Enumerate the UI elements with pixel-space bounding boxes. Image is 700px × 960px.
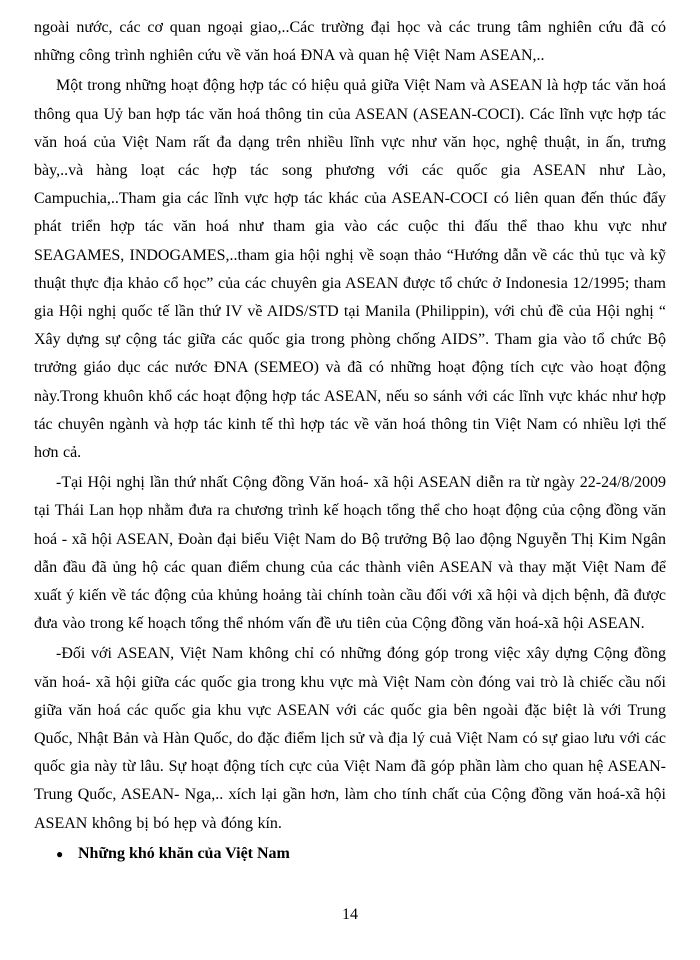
document-body — [34, 14, 666, 868]
section-heading-text: Những khó khăn của Việt Nam — [78, 844, 290, 862]
paragraph-first-conference: -Tại Hội nghị lần thứ nhất Cộng đồng Văn hoá- xã hội ASEAN diễn ra từ ngày 22-24/8/2009 tại Thái Lan họp nhằm đưa ra chương trình kế hoạch tổng thể cho hoạt động của cộng đồng văn hoá - xã hội ASEAN, Đoàn đại biểu Việt Nam do Bộ trưởng Bộ lao động Nguyễn Thị Kim Ngân dẫn đầu đã ủng hộ các quan điểm chung của các thành viên ASEAN và thay mặt Việt Nam để xuất ý kiến về tác động của khủng hoảng tài chính toàn cầu đối với xã hội và dịch bệnh, đã được đưa vào trong kế hoạch tổng thể nhóm vấn đề ưu tiên của Cộng đồng văn hoá-xã hội ASEAN. — [34, 474, 666, 633]
bullet-icon: ● — [56, 846, 64, 861]
section-heading-difficulties — [56, 840, 666, 868]
paragraph-continuation: ngoài nước, các cơ quan ngoại giao,..Các trường đại học và các trung tâm nghiên cứu đã có những công trình nghiên cứu về văn hoá ĐNA và quan hệ Việt Nam ASEAN,.. — [34, 19, 666, 65]
paragraph-cultural-cooperation: Một trong những hoạt động hợp tác có hiệu quả giữa Việt Nam và ASEAN là hợp tác văn hoá thông qua Uỷ ban hợp tác văn hoá thông tin của ASEAN (ASEAN-COCI). Các lĩnh vực hợp tác văn hoá của Việt Nam rất đa dạng trên nhiều lĩnh vực như văn học, nghệ thuật, in ấn, trưng bày,..và hàng loạt các hợp tác song phương với các quốc gia ASEAN như Lào, Campuchia,..Tham gia các lĩnh vực hợp tác khác của ASEAN-COCI có liên quan đến thúc đẩy phát triển hợp tác văn hoá như tham gia vào các cuộc thi đấu thể thao khu vực như SEAGAMES, INDOGAMES,..tham gia hội nghị về soạn thảo “Hướng dẫn về các thủ tục và kỹ thuật thực địa khảo cổ học” của các chuyên gia ASEAN được tổ chức ở Indonesia 12/1995; tham gia Hội nghị quốc tế lần thứ IV về AIDS/STD tại Manila (Philippin), với chủ đề của Hội nghị “ Xây dựng sự cộng tác giữa các quốc gia trong phòng chống AIDS”. Tham gia vào tổ chức Bộ trưởng giáo dục các nước ĐNA (SEMEO) và đã có những hoạt động tích cực vào hoạt động này.Trong khuôn khổ các hoạt động hợp tác ASEAN, nếu so sánh với các lĩnh vực khác như hợp tác chuyên ngành và hợp tác kinh tế thì hợp tác về văn hoá thông tin Việt Nam có nhiều lợi thế hơn cả. — [34, 77, 666, 462]
page-number: 14 — [342, 906, 358, 923]
paragraph-bridge-role: -Đối với ASEAN, Việt Nam không chỉ có những đóng góp trong việc xây dựng Cộng đồng văn hoá- xã hội giữa các quốc gia trong khu vực mà Việt Nam còn đóng vai trò là chiếc cầu nối giữa văn hoá các quốc gia khu vực ASEAN với các quốc gia bên ngoài đặc biệt là với Trung Quốc, Nhật Bản và Hàn Quốc, do đặc điểm lịch sử và địa lý cuả Việt Nam có sự giao lưu với các quốc gia này từ lâu. Sự hoạt động tích cực của Việt Nam đã góp phần làm cho quan hệ ASEAN-Trung Quốc, ASEAN- Nga,.. xích lại gần hơn, làm cho tính chất của Cộng đồng văn hoá-xã hội ASEAN không bị bó hẹp và đóng kín. — [34, 645, 666, 832]
